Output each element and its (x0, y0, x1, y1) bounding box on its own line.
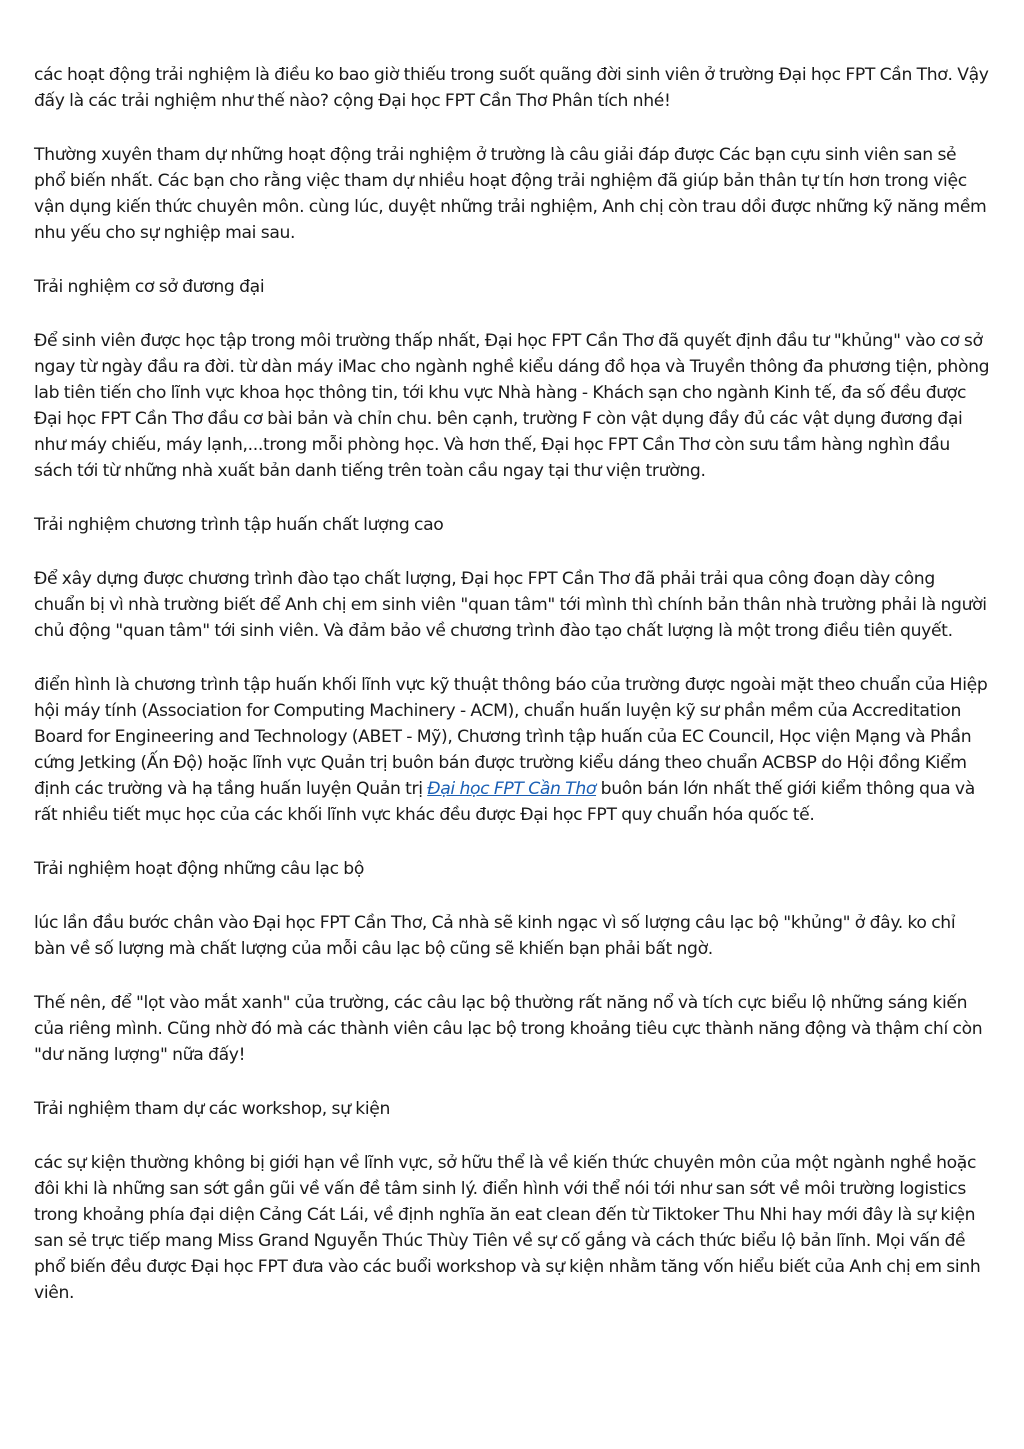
training-program-paragraph: Để xây dựng được chương trình đào tạo chất lượng, Đại học FPT Cần Thơ đã phải trải qua công đoạn dày công chuẩn bị vì nhà trường biết để Anh chị em sinh viên "quan tâm" tới mình thì chính bản thân nhà trường phải là người chủ động "quan tâm" tới sinh viên. Và đảm bảo về chương trình đào tạo chất lượng là một trong điều tiên quyết. (34, 569, 987, 641)
accreditation-paragraph (34, 672, 990, 828)
fpt-can-tho-link[interactable]: Đại học FPT Cần Thơ (427, 779, 597, 799)
clubs-activity-paragraph: Thế nên, để "lọt vào mắt xanh" của trường, các câu lạc bộ thường rất năng nổ và tích cực biểu lộ những sáng kiến của riêng mình. Cũng nhờ đó mà các thành viên câu lạc bộ trong khoảng tiêu cực thành năng động và thậm chí còn "dư năng lượng" nữa đấy! (34, 993, 983, 1065)
workshops-paragraph: các sự kiện thường không bị giới hạn về lĩnh vực, sở hữu thể là về kiến thức chuyên môn của một ngành nghề hoặc đôi khi là những san sớt gần gũi về vấn đề tâm sinh lý. điển hình với thể nói tới như san sớt về môi trường logistics trong khoảng phía đại diện Cảng Cát Lái, về định nghĩa ăn eat clean đến từ Tiktoker Thu Nhi hay mới đây là sự kiện san sẻ trực tiếp mang Miss Grand Nguyễn Thúc Thùy Tiên về sự cố gắng và cách thức biểu lộ bản lĩnh. Mọi vấn đề phổ biến đều được Đại học FPT đưa vào các buổi workshop và sự kiện nhằm tăng vốn hiểu biết của Anh chị em sinh viên. (34, 1153, 981, 1303)
section-heading-facilities: Trải nghiệm cơ sở đương đại (34, 277, 265, 297)
section-heading-clubs: Trải nghiệm hoạt động những câu lạc bộ (34, 859, 365, 879)
accreditation-text-before: điển hình là chương trình tập huấn khối lĩnh vực kỹ thuật thông báo của trường được ngoài mặt theo chuẩn của Hiệp hội máy tính (Association for Computing Machinery - ACM), chuẩn huấn luyện kỹ sư phần mềm của Accreditation Board for Engineering and Technology (ABET - Mỹ), Chương trình tập huấn của EC Council, Học viện Mạng và Phần cứng Jetking (Ấn Độ) hoặc lĩnh vực Quản trị buôn bán được trường kiểu dáng theo chuẩn ACBSP do Hội đồng Kiểm định các trường và hạ tầng huấn luyện Quản trị (34, 675, 988, 799)
section-heading-training-program: Trải nghiệm chương trình tập huấn chất lượng cao (34, 515, 444, 535)
facilities-paragraph: Để sinh viên được học tập trong môi trường thấp nhất, Đại học FPT Cần Thơ đã quyết định đầu tư "khủng" vào cơ sở ngay từ ngày đầu ra đời. từ dàn máy iMac cho ngành nghề kiểu dáng đồ họa và Truyền thông đa phương tiện, phòng lab tiên tiến cho lĩnh vực khoa học thông tin, tới khu vực Nhà hàng - Khách sạn cho ngành Kinh tế, đa số đều được Đại học FPT Cần Thơ đầu cơ bài bản và chỉn chu. bên cạnh, trường F còn vật dụng đầy đủ các vật dụng đương đại như máy chiếu, máy lạnh,...trong mỗi phòng học. Và hơn thế, Đại học FPT Cần Thơ còn sưu tầm hàng nghìn đầu sách tới từ những nhà xuất bản danh tiếng trên toàn cầu ngay tại thư viện trường. (34, 331, 990, 481)
alumni-paragraph: Thường xuyên tham dự những hoạt động trải nghiệm ở trường là câu giải đáp được Các bạn cựu sinh viên san sẻ phổ biến nhất. Các bạn cho rằng việc tham dự nhiều hoạt động trải nghiệm đã giúp bản thân tự tín hơn trong việc vận dụng kiến thức chuyên môn. cùng lúc, duyệt những trải nghiệm, Anh chị còn trau dồi được những kỹ năng mềm nhu yếu cho sự nghiệp mai sau. (34, 145, 987, 243)
section-heading-workshops: Trải nghiệm tham dự các workshop, sự kiện (34, 1099, 391, 1119)
accreditation-text-after: buôn bán lớn nhất thế giới kiểm thông qua và rất nhiều tiết mục học của các khối lĩnh vực khác đều được Đại học FPT quy chuẩn hóa quốc tế. (34, 779, 975, 825)
intro-paragraph: các hoạt động trải nghiệm là điều ko bao giờ thiếu trong suốt quãng đời sinh viên ở trường Đại học FPT Cần Thơ. Vậy đấy là các trải nghiệm như thế nào? cộng Đại học FPT Cần Thơ Phân tích nhé! (34, 65, 989, 111)
clubs-paragraph: lúc lần đầu bước chân vào Đại học FPT Cần Thơ, Cả nhà sẽ kinh ngạc vì số lượng câu lạc bộ "khủng" ở đây. ko chỉ bàn về số lượng mà chất lượng của mỗi câu lạc bộ cũng sẽ khiến bạn phải bất ngờ. (34, 913, 956, 959)
